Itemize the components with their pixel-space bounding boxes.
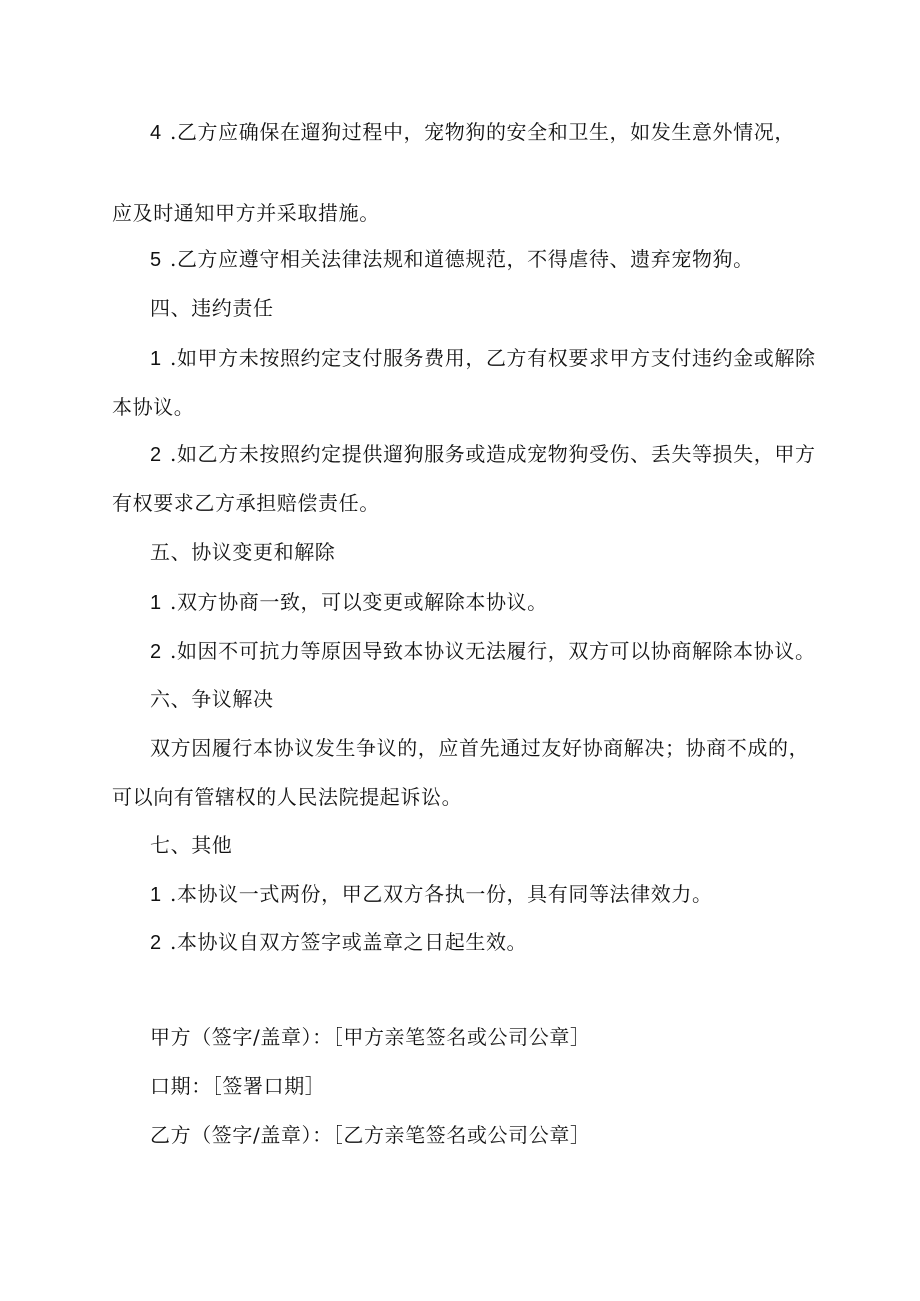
- item-number: 4: [150, 122, 162, 144]
- item-4-1: [150, 344, 816, 373]
- party-a-signature: 甲方（签字/盖章）：［甲方亲笔签名或公司公章］: [150, 1025, 591, 1049]
- item-5-1: [150, 588, 548, 617]
- item-3-4: [150, 118, 795, 147]
- item-number: 1: [150, 884, 162, 906]
- item-text: .如因不可抗力等原因导致本协议无法履行，双方可以协商解除本协议。: [170, 639, 816, 663]
- item-3-4-continuation: 应及时通知甲方并采取措施。: [112, 201, 380, 225]
- item-7-2: [150, 928, 527, 957]
- section-7-heading: 七、其他: [150, 833, 233, 857]
- item-4-2: [150, 440, 816, 469]
- item-text: .如甲方未按照约定支付服务费用，乙方有权要求甲方支付违约金或解除: [170, 346, 816, 370]
- section-4-heading: 四、违约责任: [150, 296, 274, 320]
- item-text: .本协议一式两份，甲乙双方各执一份，具有同等法律效力。: [170, 882, 713, 906]
- section-5-heading: 五、协议变更和解除: [150, 540, 336, 564]
- party-b-signature: 乙方（签字/盖章）：［乙方亲笔签名或公司公章］: [150, 1123, 591, 1147]
- item-4-1-continuation: 本协议。: [112, 395, 195, 419]
- item-text: .本协议自双方签字或盖章之日起生效。: [170, 930, 528, 954]
- item-number: 2: [150, 932, 162, 954]
- item-number: 2: [150, 641, 162, 663]
- item-7-1: [150, 880, 713, 909]
- signing-date: 口期：［签署口期］: [150, 1074, 326, 1098]
- item-5-2: [150, 637, 816, 666]
- item-number: 5: [150, 249, 162, 271]
- section-6-paragraph-continuation: 可以向有管辖权的人民法院提起诉讼。: [112, 785, 463, 809]
- item-number: 2: [150, 444, 162, 466]
- item-number: 1: [150, 592, 162, 614]
- item-4-2-continuation: 有权要求乙方承担赔偿责任。: [112, 491, 380, 515]
- item-number: 1: [150, 348, 162, 370]
- section-6-heading: 六、争议解决: [150, 687, 274, 711]
- item-text: .乙方应确保在遛狗过程中，宠物狗的安全和卫生，如发生意外情况，: [170, 120, 795, 144]
- item-text: .乙方应遵守相关法律法规和道德规范，不得虐待、遗弃宠物狗。: [170, 247, 754, 271]
- item-text: .双方协商一致，可以变更或解除本协议。: [170, 590, 548, 614]
- item-3-5: [150, 245, 754, 274]
- item-text: .如乙方未按照约定提供遛狗服务或造成宠物狗受伤、丢失等损失，甲方: [170, 442, 816, 466]
- section-6-paragraph: 双方因履行本协议发生争议的，应首先通过友好协商解决；协商不成的，: [150, 736, 810, 760]
